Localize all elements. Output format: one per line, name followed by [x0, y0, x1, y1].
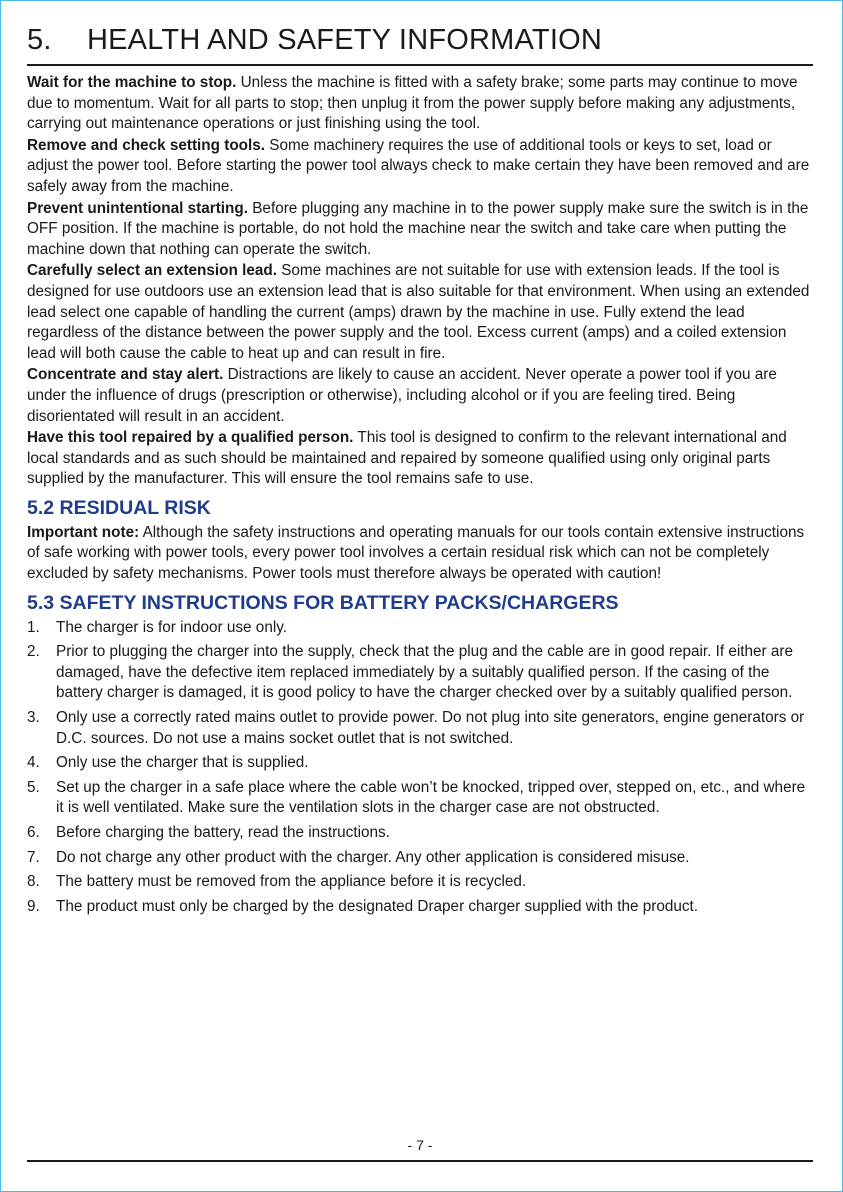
list-item-text: The battery must be removed from the appliance before it is recycled.: [56, 873, 527, 891]
list-item-number: 1.: [27, 618, 40, 636]
paragraph-lead: Concentrate and stay alert.: [27, 366, 224, 384]
paragraph-text: Some machines are not suitable for use with extension leads. If the tool is designed for use outdoors use an extension lead that is also suitable for that environment. When using an extended lead select one capable of handling the current (amps) drawn by the machine in use. Fully extend the lead regardless of the distance between the power supply and the tool. Excess current (amps) and a coiled extension lead will both cause the cable to heat up and can result in fire.: [27, 262, 810, 362]
paragraph-text: Some machinery requires the use of additional tools or keys to set, load or adjust the power tool. Before starting the power tool always check to make certain they have been removed and are safely away from the machine.: [27, 136, 810, 195]
footer-divider: [27, 1160, 813, 1162]
battery-instructions-list: [27, 618, 813, 918]
list-item: [27, 872, 813, 893]
document-page: [27, 22, 813, 921]
paragraph-stay-alert: [27, 365, 813, 427]
paragraph-prevent-starting: [27, 199, 813, 261]
paragraph-lead: Important note:: [27, 523, 140, 541]
list-item-number: 7.: [27, 848, 40, 866]
list-item: [27, 848, 813, 869]
paragraph-wait: [27, 73, 813, 135]
list-item-text: Do not charge any other product with the charger. Any other application is considered misuse.: [56, 848, 690, 866]
title-divider: [27, 64, 813, 66]
page-footer: [27, 1135, 813, 1162]
section-title: [27, 22, 813, 58]
paragraph-lead: Remove and check setting tools.: [27, 136, 266, 154]
paragraph-qualified-repair: [27, 428, 813, 490]
list-item-number: 9.: [27, 897, 40, 915]
list-item-number: 6.: [27, 824, 40, 841]
paragraph-lead: Prevent unintentional starting.: [27, 199, 248, 217]
list-item-number: 8.: [27, 873, 40, 891]
list-item: [27, 708, 813, 749]
paragraph-text: Distractions are likely to cause an accident. Never operate a power tool if you are under the influence of drugs (prescription or otherwise), including alcohol or if you are feeling tired. Being disorientated will result in an accident.: [27, 366, 777, 425]
section-number: 5.: [27, 24, 52, 56]
paragraph-residual-risk: [27, 523, 813, 585]
list-item-number: 3.: [27, 709, 40, 727]
list-item-text: Prior to plugging the charger into the supply, check that the plug and the cable are in good repair. If either are damaged, have the defective item replaced immediately by a suitably qualified person. If the casing of the battery charger is damaged, it is good policy to have the charger checked over by a suitably qualified person.: [56, 643, 793, 702]
paragraph-lead: Have this tool repaired by a qualified person.: [27, 429, 354, 447]
section-title-text: HEALTH AND SAFETY INFORMATION: [87, 24, 602, 56]
list-item-number: 2.: [27, 643, 40, 661]
list-item: [27, 753, 813, 774]
list-item: [27, 778, 813, 819]
paragraph-lead: Wait for the machine to stop.: [27, 74, 237, 91]
list-item: [27, 897, 813, 918]
list-item-text: The product must only be charged by the designated Draper charger supplied with the product.: [56, 897, 698, 915]
list-item-number: 5.: [27, 778, 40, 796]
list-item: [27, 823, 813, 844]
paragraph-remove-tools: [27, 136, 813, 198]
list-item: [27, 642, 813, 704]
list-item-number: 4.: [27, 754, 40, 772]
list-item-text: Only use a correctly rated mains outlet to provide power. Do not plug into site generators, engine generators or D.C. sources. Do not use a mains socket outlet that is not switched.: [56, 709, 805, 747]
list-item-text: Set up the charger in a safe place where the cable won’t be knocked, tripped over, stepped on, etc., and where it is well ventilated. Make sure the ventilation slots in the charger case are not obstructed.: [56, 778, 806, 817]
list-item-text: Before charging the battery, read the instructions.: [56, 824, 390, 841]
paragraph-lead: Carefully select an extension lead.: [27, 262, 277, 280]
paragraph-text: Before plugging any machine in to the power supply make sure the switch is in the OFF position. If the machine is portable, do not hold the machine near the switch and take care when putting the machine down that nothing can operate the switch.: [27, 199, 809, 258]
paragraph-text: Although the safety instructions and operating manuals for our tools contain extensive instructions of safe working with power tools, every power tool involves a certain residual risk which can not be completely excluded by safety mechanisms. Power tools must therefore always be operated with caution!: [27, 523, 805, 583]
list-item-text: The charger is for indoor use only.: [56, 618, 287, 636]
list-item: [27, 618, 813, 639]
paragraph-extension-lead: [27, 261, 813, 364]
residual-risk-heading: 5.2 RESIDUAL RISK: [27, 496, 211, 519]
battery-safety-heading: 5.3 SAFETY INSTRUCTIONS FOR BATTERY PACKS/CHARGERS: [27, 591, 619, 614]
page-number: - 7 -: [407, 1137, 433, 1153]
paragraph-text: Unless the machine is fitted with a safety brake; some parts may continue to move due to momentum. Wait for all parts to stop; then unplug it from the power supply before making any adjustments, carrying out maintenance operations or just finishing using the tool.: [27, 74, 798, 133]
list-item-text: Only use the charger that is supplied.: [56, 754, 309, 772]
paragraph-text: This tool is designed to confirm to the relevant international and local standards and as such should be maintained and repaired by someone qualified using only original parts supplied by the manufacturer. This will ensure the tool remains safe to use.: [27, 429, 787, 488]
